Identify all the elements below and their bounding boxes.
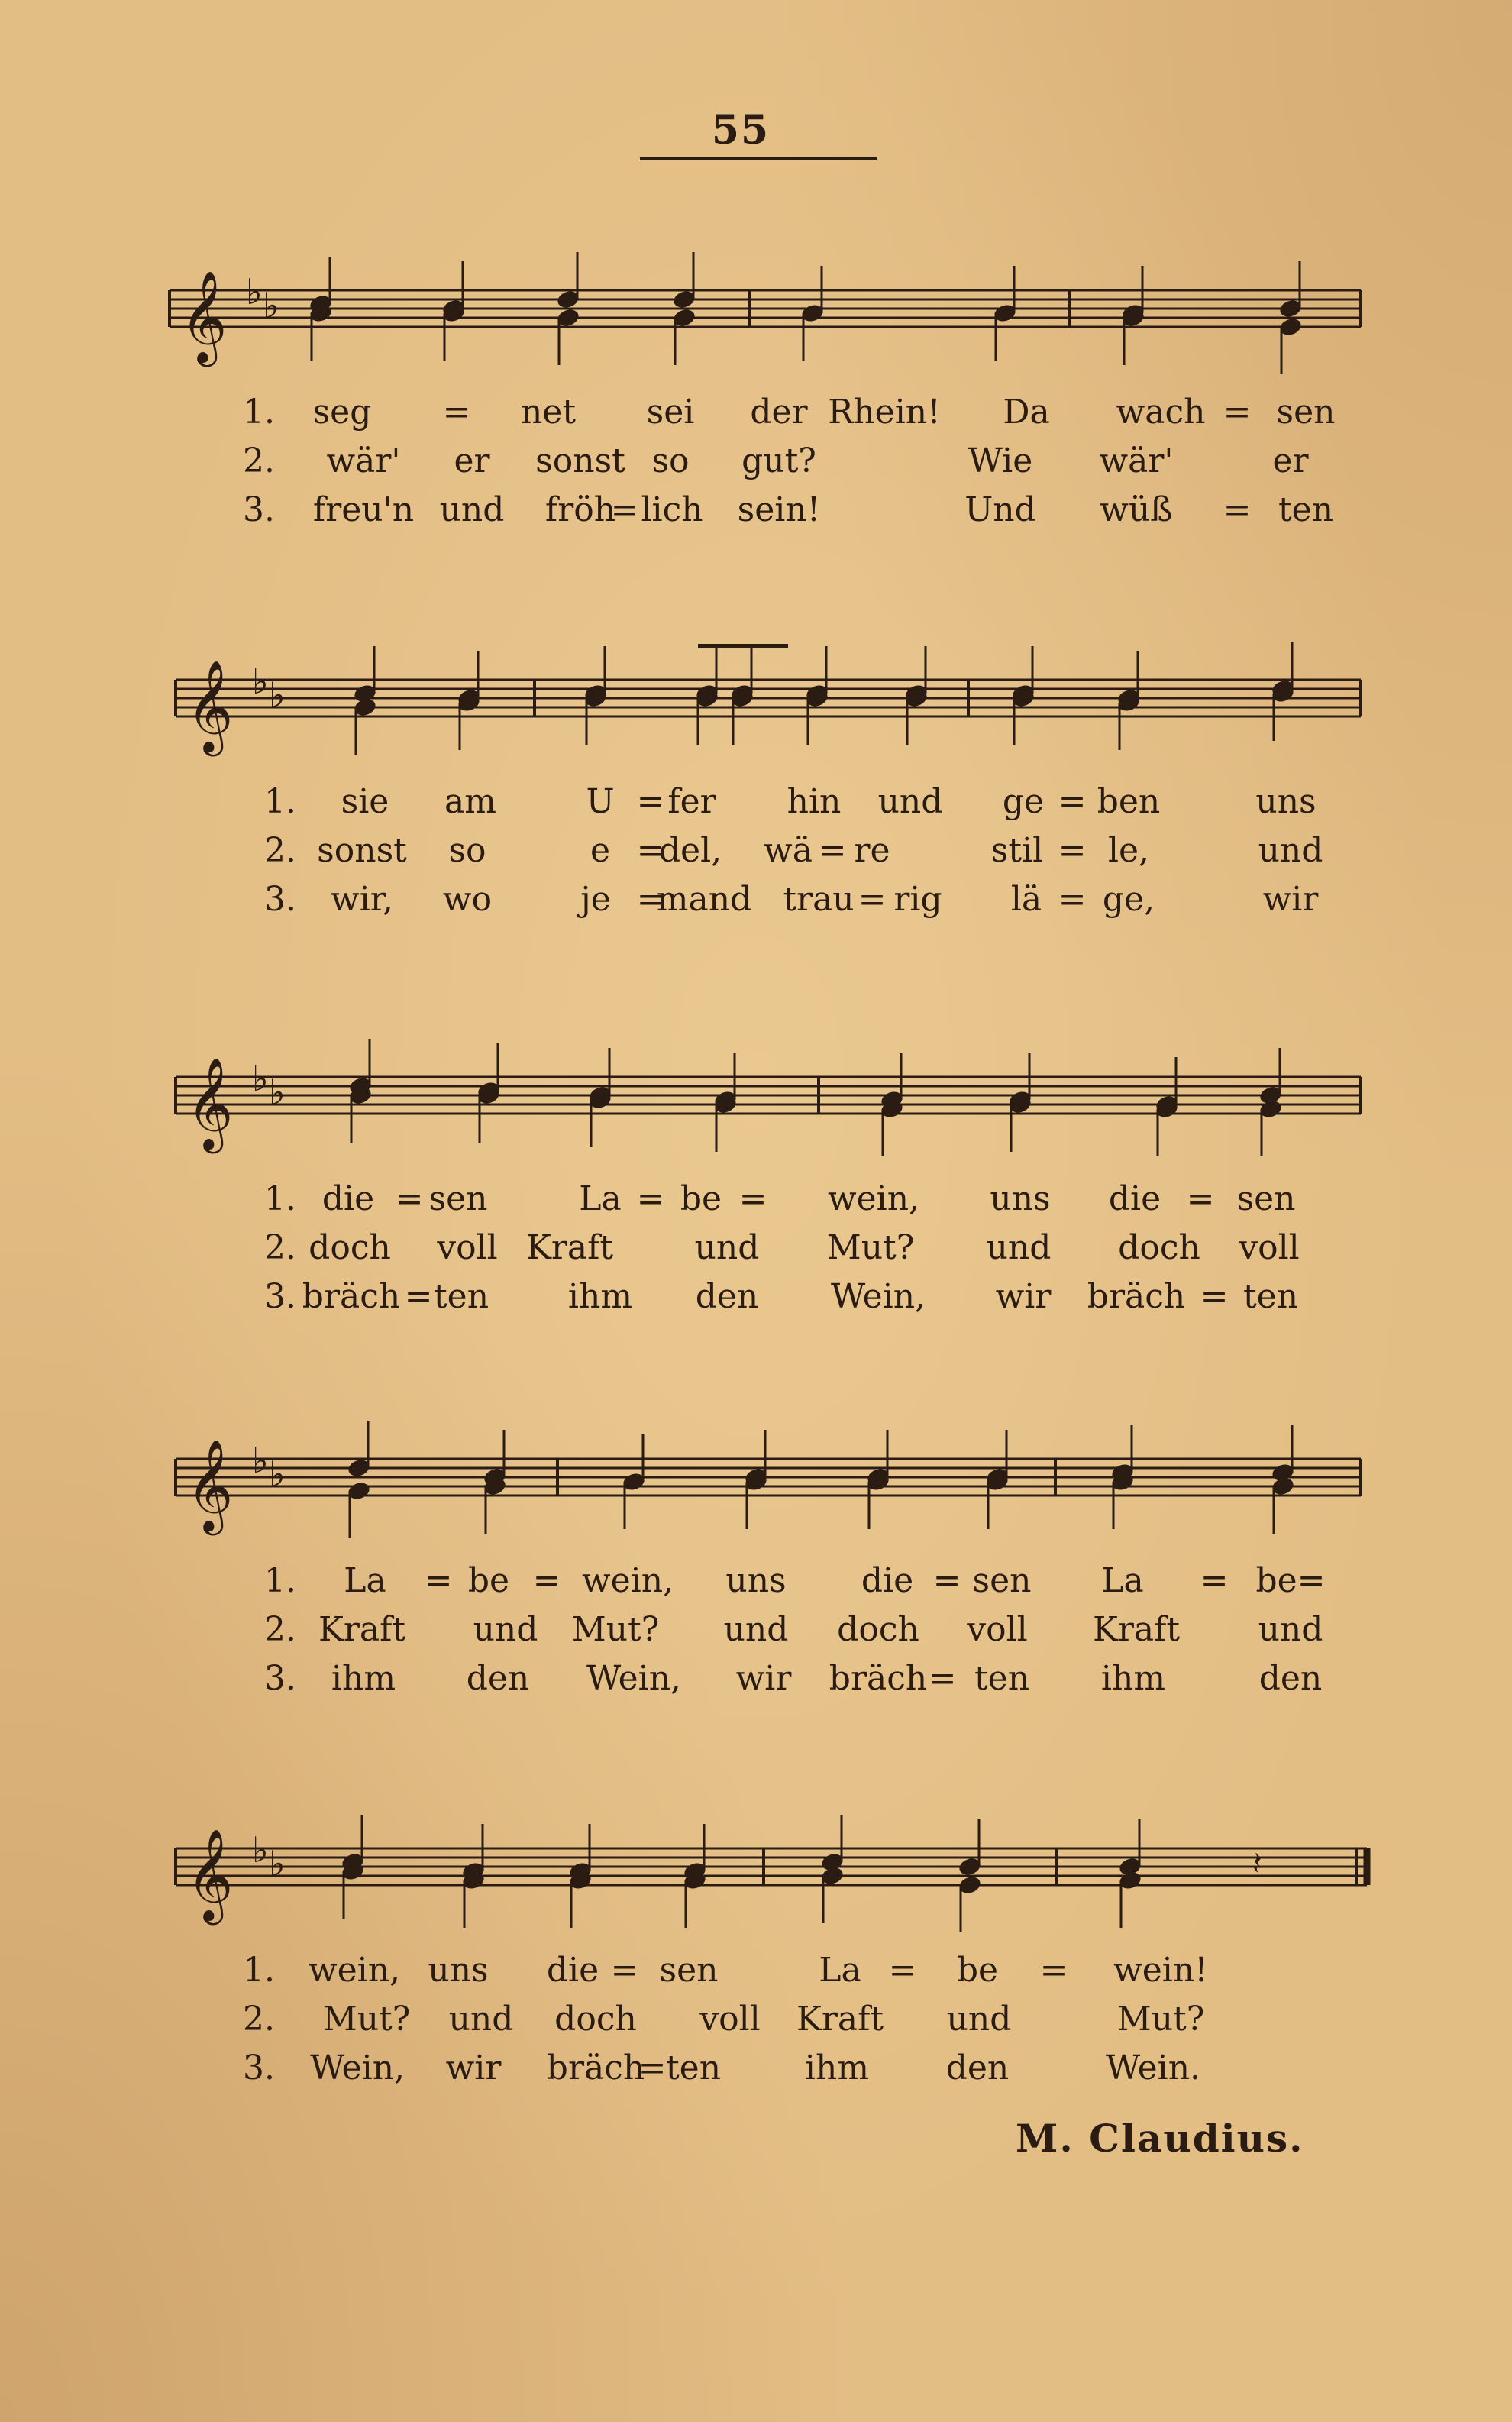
lyric-syllable: er — [454, 441, 490, 480]
lyric-syllable: net — [520, 393, 577, 432]
lyric-syllable: e — [590, 831, 611, 870]
lyric-syllable: ihm — [1100, 1659, 1166, 1698]
lyric-verse-2 — [0, 1997, 1512, 2042]
lyric-syllable: Kraft — [525, 1228, 614, 1267]
lyric-syllable: sonst — [535, 441, 625, 480]
lyric-syllable: = — [532, 1561, 561, 1600]
lyric-syllable: voll — [1239, 1228, 1300, 1267]
lyric-verse-2 — [0, 1607, 1512, 1653]
page-number: 55 — [711, 107, 771, 154]
lyric-syllable: fröh — [544, 490, 616, 529]
lyric-syllable: voll — [437, 1228, 498, 1267]
lyric-syllable: sei — [646, 393, 695, 432]
lyric-syllable: be — [467, 1561, 510, 1600]
lyric-syllable: = — [1186, 1179, 1215, 1218]
lyric-syllable: = — [638, 2049, 667, 2087]
lyric-syllable: Mut? — [826, 1228, 915, 1267]
music-system-4 — [0, 1413, 1512, 1734]
lyric-syllable: und — [448, 2000, 514, 2039]
music-system-3 — [0, 1031, 1512, 1352]
lyric-syllable: re — [854, 831, 890, 870]
lyric-syllable: La — [819, 1951, 861, 1990]
lyric-syllable: uns — [990, 1179, 1051, 1218]
lyric-syllable: hin — [787, 782, 842, 821]
lyric-syllable: bräch — [546, 2049, 645, 2087]
lyric-syllable: wach — [1116, 393, 1206, 432]
lyric-syllable: voll — [967, 1610, 1028, 1649]
page-number-rule — [640, 157, 877, 160]
lyric-verse-1 — [0, 390, 1512, 435]
author-credit: M. Claudius. — [1016, 2116, 1304, 2161]
verse-number: 3. — [264, 880, 296, 919]
lyric-syllable: so — [651, 441, 690, 480]
lyric-syllable: die — [321, 1179, 375, 1218]
lyric-syllable: ten — [1242, 1277, 1299, 1316]
lyric-syllable: uns — [725, 1561, 787, 1600]
lyric-syllable: ten — [665, 2049, 722, 2087]
lyric-syllable: ihm — [567, 1277, 633, 1316]
lyric-syllable: = — [636, 880, 665, 919]
lyric-syllable: U — [586, 782, 615, 821]
lyric-syllable: = — [636, 831, 665, 870]
lyric-syllable: wüß — [1100, 490, 1173, 529]
treble-clef-icon: 𝄞 — [180, 270, 228, 363]
lyric-syllable: Kraft — [796, 2000, 884, 2039]
lyric-verse-3 — [0, 1656, 1512, 1702]
flat-sign-icon: ♭ — [263, 285, 279, 326]
lyric-syllable: wo — [442, 880, 493, 919]
lyric-syllable: = — [610, 490, 639, 529]
flat-sign-icon: ♭ — [252, 1058, 269, 1099]
lyric-syllable: La — [344, 1561, 386, 1600]
flat-sign-icon: ♭ — [252, 1440, 269, 1481]
music-system-2 — [0, 634, 1512, 955]
lyric-syllable: be= — [1255, 1561, 1326, 1600]
treble-clef-icon: 𝄞 — [186, 1056, 234, 1150]
lyric-syllable: sen — [972, 1561, 1032, 1600]
lyric-syllable: sen — [428, 1179, 488, 1218]
lyric-syllable: wir — [735, 1659, 792, 1698]
staff-5 — [0, 1803, 1512, 1971]
lyric-syllable: doch — [554, 2000, 637, 2039]
lyric-syllable: = — [1200, 1277, 1229, 1316]
lyric-syllable: sein! — [737, 490, 821, 529]
rest-icon: 𝄽 — [1252, 1845, 1262, 1882]
flat-sign-icon: ♭ — [269, 1072, 286, 1113]
lyric-syllable: wir — [1262, 880, 1319, 919]
verse-number: 1. — [264, 1561, 296, 1600]
lyric-syllable: = — [888, 1951, 917, 1990]
lyric-syllable: wir — [995, 1277, 1052, 1316]
lyric-syllable: La — [579, 1179, 622, 1218]
lyric-syllable: und — [439, 490, 505, 529]
lyric-syllable: fer — [667, 782, 716, 821]
lyric-syllable: und — [986, 1228, 1052, 1267]
lyric-syllable: den — [695, 1277, 759, 1316]
lyric-syllable: wir — [445, 2049, 502, 2087]
lyric-syllable: sen — [659, 1951, 719, 1990]
lyric-syllable: = — [610, 1951, 639, 1990]
lyric-syllable: sie — [341, 782, 389, 821]
lyric-syllable: = — [738, 1179, 767, 1218]
lyric-syllable: mand — [656, 880, 752, 919]
lyric-syllable: voll — [699, 2000, 761, 2039]
lyric-syllable: er — [1272, 441, 1309, 480]
lyric-syllable: lich — [641, 490, 703, 529]
lyric-syllable: den — [1258, 1659, 1323, 1698]
lyric-verse-3 — [0, 877, 1512, 923]
lyric-syllable: be — [956, 1951, 999, 1990]
staff-2 — [0, 634, 1512, 802]
lyric-syllable: so — [448, 831, 486, 870]
lyric-syllable: Und — [964, 490, 1036, 529]
lyric-syllable: = — [932, 1561, 961, 1600]
lyric-syllable: Rhein! — [828, 393, 941, 432]
lyric-syllable: doch — [1118, 1228, 1200, 1267]
lyric-syllable: sen — [1236, 1179, 1296, 1218]
lyric-syllable: und — [1258, 1610, 1323, 1649]
lyric-verse-3 — [0, 2045, 1512, 2091]
lyric-syllable: wär' — [326, 441, 401, 480]
lyric-syllable: und — [877, 782, 943, 821]
lyric-verse-1 — [0, 779, 1512, 825]
lyric-verse-1 — [0, 1948, 1512, 1994]
verse-number: 2. — [264, 1610, 296, 1649]
lyric-syllable: Mut? — [322, 2000, 411, 2039]
lyric-syllable: den — [945, 2049, 1010, 2087]
lyric-syllable: Mut? — [1116, 2000, 1205, 2039]
lyric-syllable: = — [395, 1179, 424, 1218]
lyric-syllable: = — [424, 1561, 453, 1600]
lyric-syllable: be — [680, 1179, 722, 1218]
lyric-syllable: del, — [658, 831, 722, 870]
lyric-syllable: = — [818, 831, 847, 870]
verse-number: 2. — [243, 441, 275, 480]
lyric-syllable: ten — [974, 1659, 1030, 1698]
lyric-syllable: den — [466, 1659, 530, 1698]
treble-clef-icon: 𝄞 — [186, 1438, 234, 1531]
lyric-syllable: le, — [1107, 831, 1150, 870]
lyric-syllable: und — [694, 1228, 760, 1267]
lyric-syllable: ben — [1097, 782, 1161, 821]
lyric-syllable: lä — [1010, 880, 1042, 919]
lyric-syllable: und — [946, 2000, 1012, 2039]
lyric-syllable: Mut? — [571, 1610, 660, 1649]
verse-number: 1. — [264, 1179, 296, 1218]
verse-number: 2. — [264, 1228, 296, 1267]
lyric-syllable: bräch — [829, 1659, 928, 1698]
lyric-verse-2 — [0, 828, 1512, 874]
lyric-syllable: je — [580, 880, 611, 919]
music-system-1 — [0, 244, 1512, 565]
lyric-syllable: wä — [764, 831, 813, 870]
lyric-syllable: = — [1058, 782, 1087, 821]
verse-number: 3. — [243, 2049, 275, 2087]
lyric-syllable: die — [861, 1561, 914, 1600]
lyric-syllable: ten — [1278, 490, 1334, 529]
lyric-syllable: = — [858, 880, 887, 919]
lyric-verse-3 — [0, 487, 1512, 533]
lyric-syllable: sonst — [317, 831, 407, 870]
lyric-syllable: = — [1058, 880, 1087, 919]
lyric-syllable: am — [444, 782, 496, 821]
lyric-syllable: = — [1223, 393, 1252, 432]
lyric-syllable: und — [1258, 831, 1323, 870]
lyric-syllable: der — [750, 393, 808, 432]
lyric-syllable: doch — [837, 1610, 919, 1649]
lyric-syllable: und — [473, 1610, 538, 1649]
lyric-syllable: wein, — [827, 1179, 920, 1218]
lyric-syllable: doch — [309, 1228, 391, 1267]
lyric-syllable: = — [442, 393, 471, 432]
lyric-verse-3 — [0, 1274, 1512, 1320]
music-system-5 — [0, 1803, 1512, 2123]
lyric-syllable: wein! — [1113, 1951, 1208, 1990]
lyric-syllable: sen — [1276, 393, 1336, 432]
lyric-syllable: Wein, — [830, 1277, 926, 1316]
verse-number: 1. — [243, 1951, 275, 1990]
lyric-syllable: Wein, — [586, 1659, 682, 1698]
lyric-syllable: wär' — [1099, 441, 1174, 480]
lyric-syllable: gut? — [741, 441, 816, 480]
lyric-syllable: ge, — [1102, 880, 1155, 919]
staff-4 — [0, 1413, 1512, 1581]
lyric-verse-2 — [0, 1225, 1512, 1271]
lyric-syllable: trau — [783, 880, 855, 919]
lyric-verse-1 — [0, 1176, 1512, 1222]
lyric-syllable: uns — [1255, 782, 1317, 821]
lyric-syllable: wir, — [331, 880, 393, 919]
lyric-syllable: ihm — [804, 2049, 870, 2087]
verse-number: 3. — [243, 490, 275, 529]
lyric-syllable: wein, — [308, 1951, 401, 1990]
lyric-syllable: bräch — [1087, 1277, 1186, 1316]
lyric-verse-2 — [0, 438, 1512, 484]
staff-1 — [0, 244, 1512, 412]
lyric-syllable: Wein, — [309, 2049, 405, 2087]
lyric-syllable: = — [928, 1659, 957, 1698]
lyric-syllable: rig — [893, 880, 942, 919]
verse-number: 3. — [264, 1277, 296, 1316]
lyric-syllable: uns — [428, 1951, 489, 1990]
lyric-syllable: freu'n — [312, 490, 415, 529]
flat-sign-icon: ♭ — [269, 1843, 286, 1884]
lyric-syllable: = — [1039, 1951, 1068, 1990]
lyric-syllable: stil — [990, 831, 1044, 870]
lyric-syllable: die — [1108, 1179, 1161, 1218]
lyric-syllable: bräch — [302, 1277, 401, 1316]
lyric-syllable: = — [1200, 1561, 1229, 1600]
lyric-syllable: = — [404, 1277, 433, 1316]
lyric-syllable: = — [1058, 831, 1087, 870]
verse-number: 2. — [264, 831, 296, 870]
verse-number: 2. — [243, 2000, 275, 2039]
lyric-syllable: La — [1101, 1561, 1144, 1600]
staff-3 — [0, 1031, 1512, 1199]
lyric-syllable: ge — [1002, 782, 1045, 821]
lyric-syllable: Kraft — [1092, 1610, 1181, 1649]
verse-number: 1. — [264, 782, 296, 821]
lyric-syllable: Kraft — [318, 1610, 406, 1649]
lyric-syllable: = — [1223, 490, 1252, 529]
lyric-syllable: Wie — [968, 441, 1033, 480]
lyric-syllable: ihm — [331, 1659, 396, 1698]
lyric-syllable: ten — [433, 1277, 489, 1316]
lyric-syllable: = — [636, 1179, 665, 1218]
flat-sign-icon: ♭ — [252, 1829, 269, 1871]
verse-number: 1. — [243, 393, 275, 432]
lyric-syllable: = — [636, 782, 665, 821]
treble-clef-icon: 𝄞 — [186, 659, 234, 752]
flat-sign-icon: ♭ — [252, 661, 269, 702]
verse-number: 3. — [264, 1659, 296, 1698]
lyric-syllable: und — [723, 1610, 789, 1649]
flat-sign-icon: ♭ — [269, 1454, 286, 1495]
flat-sign-icon: ♭ — [269, 674, 286, 716]
treble-clef-icon: 𝄞 — [186, 1828, 234, 1921]
flat-sign-icon: ♭ — [246, 271, 263, 312]
lyric-syllable: die — [546, 1951, 599, 1990]
lyric-syllable: Da — [1003, 393, 1050, 432]
lyric-verse-1 — [0, 1558, 1512, 1604]
lyric-syllable: wein, — [581, 1561, 674, 1600]
lyric-syllable: Wein. — [1105, 2049, 1201, 2087]
lyric-syllable: seg — [312, 393, 372, 432]
